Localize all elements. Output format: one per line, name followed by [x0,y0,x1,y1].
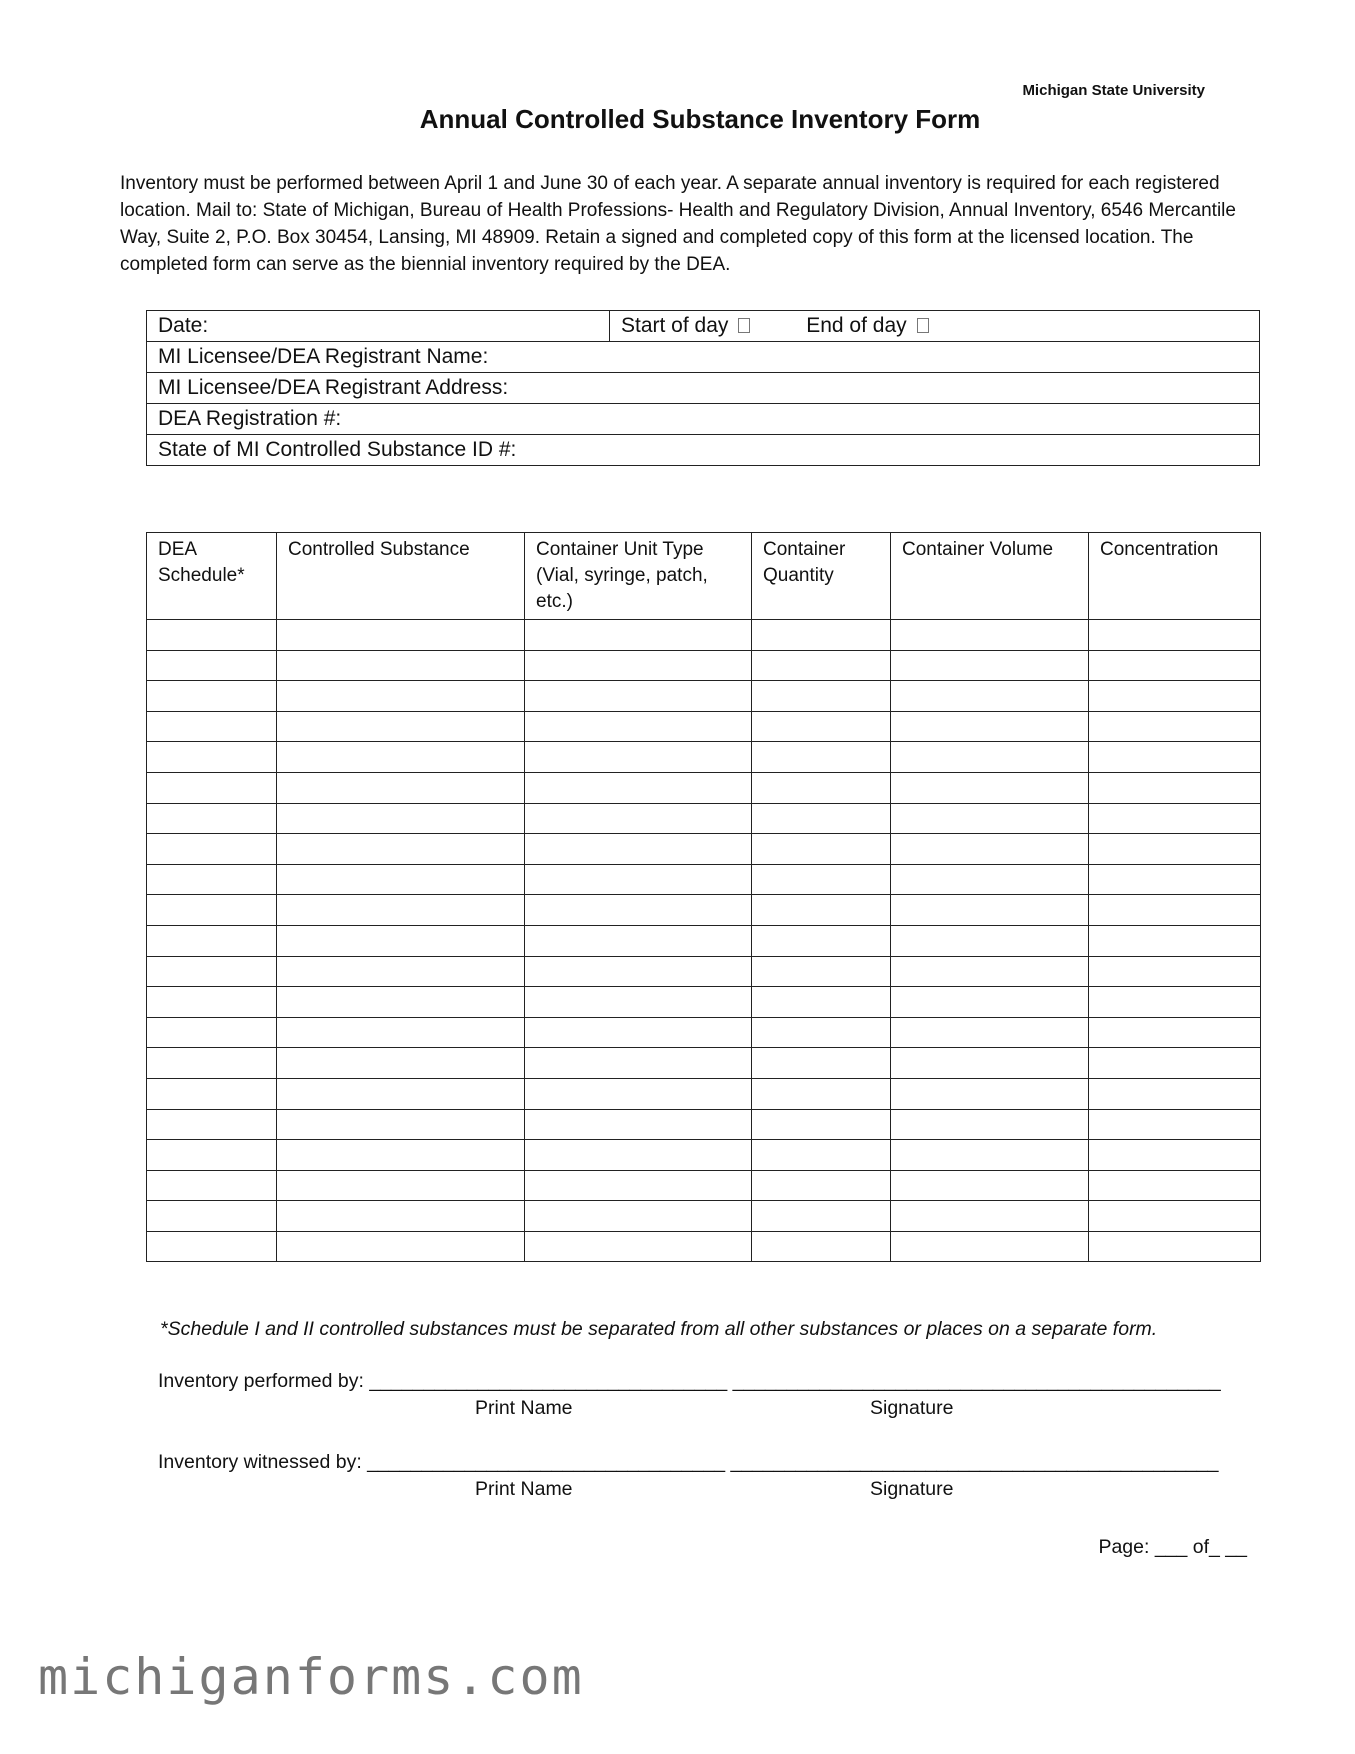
table-cell[interactable] [277,1140,525,1171]
table-cell[interactable] [525,1140,752,1171]
table-cell[interactable] [147,1078,277,1109]
time-of-day-cell [610,311,1260,342]
table-cell[interactable] [147,1201,277,1232]
table-cell[interactable] [1089,1078,1261,1109]
registrant-name-field[interactable] [147,342,1260,373]
column-header-container-volume: Container Volume [891,533,1089,620]
table-row [147,1078,1261,1109]
instructions-paragraph: Inventory must be performed between April 1 and June 30 of each year. A separate annual inventory is required for each registered location. Mail to: State of Michigan, Bureau of Health Professions- Health and Regulatory Division, Annual Inventory, 6546 Mercantile Way, Suite 2, P.O. Box 30454, Lansing, MI 48909. Retain a signed and completed copy of this form at the licensed location. The completed form can serve as the biennial inventory required by the DEA. [120,173,1236,275]
table-cell[interactable] [891,1109,1089,1140]
table-row [147,711,1261,742]
table-row [147,681,1261,712]
table-cell[interactable] [147,895,277,926]
dea-registration-label: DEA Registration #: [158,407,342,430]
table-cell[interactable] [1089,1170,1261,1201]
table-cell[interactable] [277,803,525,834]
inventory-body [147,620,1261,1262]
table-row [147,1048,1261,1079]
table-cell[interactable] [1089,987,1261,1018]
table-cell[interactable] [277,925,525,956]
table-row [147,1017,1261,1048]
table-cell[interactable] [525,987,752,1018]
table-cell[interactable] [277,834,525,865]
table-cell[interactable] [1089,1201,1261,1232]
table-cell[interactable] [277,895,525,926]
table-cell[interactable] [1089,925,1261,956]
table-row [147,1170,1261,1201]
table-cell[interactable] [525,620,752,651]
table-cell[interactable] [752,711,891,742]
table-cell[interactable] [277,681,525,712]
performed-by-line[interactable]: Inventory performed by: _________________________________ _____________________________________________ [158,1370,1221,1392]
table-cell[interactable] [752,1140,891,1171]
table-cell[interactable] [525,742,752,773]
table-cell[interactable] [147,1231,277,1262]
table-cell[interactable] [147,1140,277,1171]
table-row [147,1109,1261,1140]
table-row [147,864,1261,895]
end-of-day-checkbox[interactable] [917,318,929,333]
table-row [147,956,1261,987]
table-cell[interactable] [891,1048,1089,1079]
table-cell[interactable] [147,1170,277,1201]
table-cell[interactable] [752,925,891,956]
table-row [147,742,1261,773]
table-cell[interactable] [147,1048,277,1079]
table-cell[interactable] [1089,1231,1261,1262]
start-of-day-checkbox[interactable] [738,318,750,333]
table-cell[interactable] [891,620,1089,651]
table-cell[interactable] [277,1078,525,1109]
table-cell[interactable] [525,1048,752,1079]
end-of-day-label: End of day [806,314,907,337]
table-cell[interactable] [752,1078,891,1109]
table-cell[interactable] [525,711,752,742]
witnessed-by-line[interactable]: Inventory witnessed by: _________________________________ _____________________________________________ [158,1451,1219,1473]
table-cell[interactable] [752,864,891,895]
table-cell[interactable] [147,987,277,1018]
end-of-day-option[interactable] [806,314,928,338]
table-row [147,650,1261,681]
table-cell[interactable] [277,1048,525,1079]
table-row [147,1140,1261,1171]
state-id-field[interactable] [147,435,1260,466]
start-of-day-label: Start of day [621,314,729,337]
table-cell[interactable] [525,956,752,987]
table-cell[interactable] [147,772,277,803]
table-cell[interactable] [277,620,525,651]
table-cell[interactable] [1089,803,1261,834]
table-row [147,1201,1261,1232]
table-cell[interactable] [277,1109,525,1140]
registrant-name-label: MI Licensee/DEA Registrant Name: [158,345,489,368]
table-cell[interactable] [1089,772,1261,803]
state-id-label: State of MI Controlled Substance ID #: [158,438,517,461]
table-cell[interactable] [277,711,525,742]
table-cell[interactable] [1089,834,1261,865]
table-cell[interactable] [752,681,891,712]
table-cell[interactable] [752,1048,891,1079]
table-cell[interactable] [1089,1140,1261,1171]
table-cell[interactable] [525,1231,752,1262]
date-row [147,311,1260,342]
witnessed-print-name-caption: Print Name [475,1478,573,1500]
schedule-footnote: *Schedule I and II controlled substances must be separated from all other substances or places on a separate form. [160,1318,1158,1340]
table-cell[interactable] [147,620,277,651]
table-cell[interactable] [1089,681,1261,712]
table-cell[interactable] [277,1017,525,1048]
table-cell[interactable] [891,803,1089,834]
table-cell[interactable] [891,987,1089,1018]
table-cell[interactable] [147,681,277,712]
site-watermark: michiganforms.com [38,1648,584,1706]
table-cell[interactable] [752,1109,891,1140]
page-number: Page: ___ of_ __ [1098,1536,1247,1558]
table-row [147,803,1261,834]
table-cell[interactable] [277,1201,525,1232]
table-cell[interactable] [752,834,891,865]
inventory-table [146,532,1261,1262]
inventory-header-row [147,533,1261,620]
table-cell[interactable] [277,987,525,1018]
table-cell[interactable] [525,834,752,865]
table-cell[interactable] [752,650,891,681]
registrant-info-table [146,310,1260,466]
table-cell[interactable] [1089,1109,1261,1140]
table-cell[interactable] [525,772,752,803]
table-cell[interactable] [147,742,277,773]
table-cell[interactable] [1089,650,1261,681]
table-cell[interactable] [147,1109,277,1140]
table-cell[interactable] [891,772,1089,803]
table-cell[interactable] [1089,1017,1261,1048]
table-cell[interactable] [277,650,525,681]
table-cell[interactable] [752,742,891,773]
table-cell[interactable] [277,864,525,895]
table-cell[interactable] [1089,1048,1261,1079]
table-cell[interactable] [891,1140,1089,1171]
table-cell[interactable] [1089,742,1261,773]
date-field[interactable] [147,311,610,342]
table-cell[interactable] [752,620,891,651]
table-cell[interactable] [752,1170,891,1201]
organization-name: Michigan State University [1022,82,1205,99]
table-cell[interactable] [752,1017,891,1048]
table-cell[interactable] [525,681,752,712]
table-cell[interactable] [525,803,752,834]
table-cell[interactable] [752,895,891,926]
table-cell[interactable] [525,650,752,681]
dea-registration-field[interactable] [147,404,1260,435]
table-cell[interactable] [147,1017,277,1048]
table-cell[interactable] [891,1170,1089,1201]
table-cell[interactable] [891,895,1089,926]
column-header-container-quantity: Container Quantity [752,533,891,620]
table-cell[interactable] [1089,956,1261,987]
table-cell[interactable] [147,650,277,681]
performed-print-name-caption: Print Name [475,1397,573,1419]
table-row [147,895,1261,926]
table-cell[interactable] [891,1201,1089,1232]
table-cell[interactable] [891,1017,1089,1048]
table-cell[interactable] [525,1109,752,1140]
table-cell[interactable] [147,925,277,956]
table-cell[interactable] [891,834,1089,865]
table-row [147,925,1261,956]
table-row [147,987,1261,1018]
table-row [147,834,1261,865]
table-cell[interactable] [525,864,752,895]
table-cell[interactable] [525,895,752,926]
table-cell[interactable] [1089,864,1261,895]
table-cell[interactable] [277,772,525,803]
column-header-controlled-substance: Controlled Substance [277,533,525,620]
table-cell[interactable] [525,1017,752,1048]
table-cell[interactable] [891,1231,1089,1262]
table-cell[interactable] [277,742,525,773]
table-cell[interactable] [891,956,1089,987]
table-cell[interactable] [752,772,891,803]
table-cell[interactable] [1089,711,1261,742]
table-row [147,620,1261,651]
witnessed-signature-caption: Signature [870,1478,954,1500]
table-cell[interactable] [752,956,891,987]
table-cell[interactable] [147,834,277,865]
table-cell[interactable] [525,1201,752,1232]
table-cell[interactable] [525,925,752,956]
table-cell[interactable] [147,864,277,895]
table-cell[interactable] [752,987,891,1018]
table-cell[interactable] [752,803,891,834]
date-label: Date: [158,314,209,337]
table-cell[interactable] [147,711,277,742]
table-row [147,772,1261,803]
table-cell[interactable] [752,1231,891,1262]
table-cell[interactable] [752,1201,891,1232]
table-cell[interactable] [277,956,525,987]
table-cell[interactable] [1089,620,1261,651]
table-cell[interactable] [525,1170,752,1201]
registrant-address-label: MI Licensee/DEA Registrant Address: [158,376,509,399]
table-row [147,1231,1261,1262]
table-cell[interactable] [147,803,277,834]
column-header-dea-schedule: DEA Schedule* [147,533,277,620]
table-cell[interactable] [891,711,1089,742]
table-cell[interactable] [891,925,1089,956]
column-header-concentration: Concentration [1089,533,1261,620]
table-cell[interactable] [147,956,277,987]
column-header-container-unit-type: Container Unit Type (Vial, syringe, patch, etc.) [525,533,752,620]
table-cell[interactable] [277,1170,525,1201]
table-cell[interactable] [891,681,1089,712]
table-cell[interactable] [891,864,1089,895]
table-cell[interactable] [891,650,1089,681]
form-title: Annual Controlled Substance Inventory Form [419,104,981,134]
table-cell[interactable] [891,742,1089,773]
table-cell[interactable] [277,1231,525,1262]
start-of-day-option[interactable] [621,314,750,338]
performed-signature-caption: Signature [870,1397,954,1419]
table-cell[interactable] [1089,895,1261,926]
registrant-address-field[interactable] [147,373,1260,404]
table-cell[interactable] [525,1078,752,1109]
table-cell[interactable] [891,1078,1089,1109]
